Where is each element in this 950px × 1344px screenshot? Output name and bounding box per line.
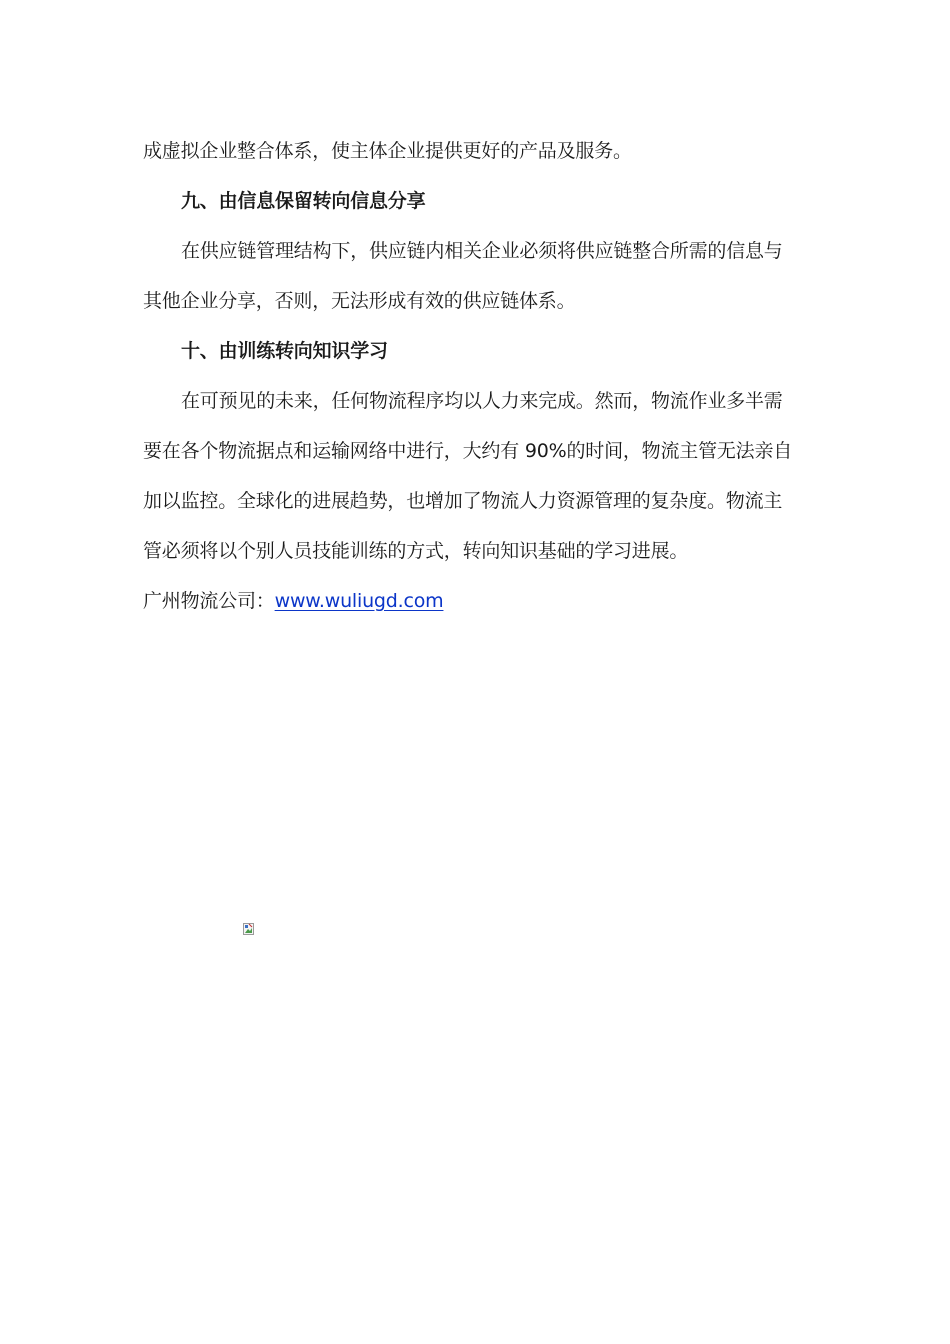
paragraph-line: 成虚拟企业整合体系，使主体企业提供更好的产品及服务。 (143, 140, 632, 162)
paragraph-line: 要在各个物流据点和运输网络中进行，大约有 90%的时间，物流主管无法亲自 (143, 440, 793, 462)
document-body (143, 126, 808, 626)
section-heading-9: 九、由信息保留转向信息分享 (181, 190, 426, 212)
footer-label: 广州物流公司： (143, 590, 275, 612)
paragraph-line: 其他企业分享，否则，无法形成有效的供应链体系。 (143, 290, 576, 312)
paragraph-line: 在可预见的未来，任何物流程序均以人力来完成。然而，物流作业多半需 (181, 390, 783, 412)
broken-image-icon (243, 920, 254, 932)
paragraph-line: 加以监控。全球化的进展趋势，也增加了物流人力资源管理的复杂度。物流主 (143, 490, 783, 512)
paragraph-line: 在供应链管理结构下，供应链内相关企业必须将供应链整合所需的信息与 (181, 240, 783, 262)
paragraph-line: 管必须将以个别人员技能训练的方式，转向知识基础的学习进展。 (143, 540, 689, 562)
footer-line (143, 576, 808, 626)
section-heading-10: 十、由训练转向知识学习 (181, 340, 388, 362)
website-link[interactable]: www.wuliugd.com (274, 590, 444, 612)
